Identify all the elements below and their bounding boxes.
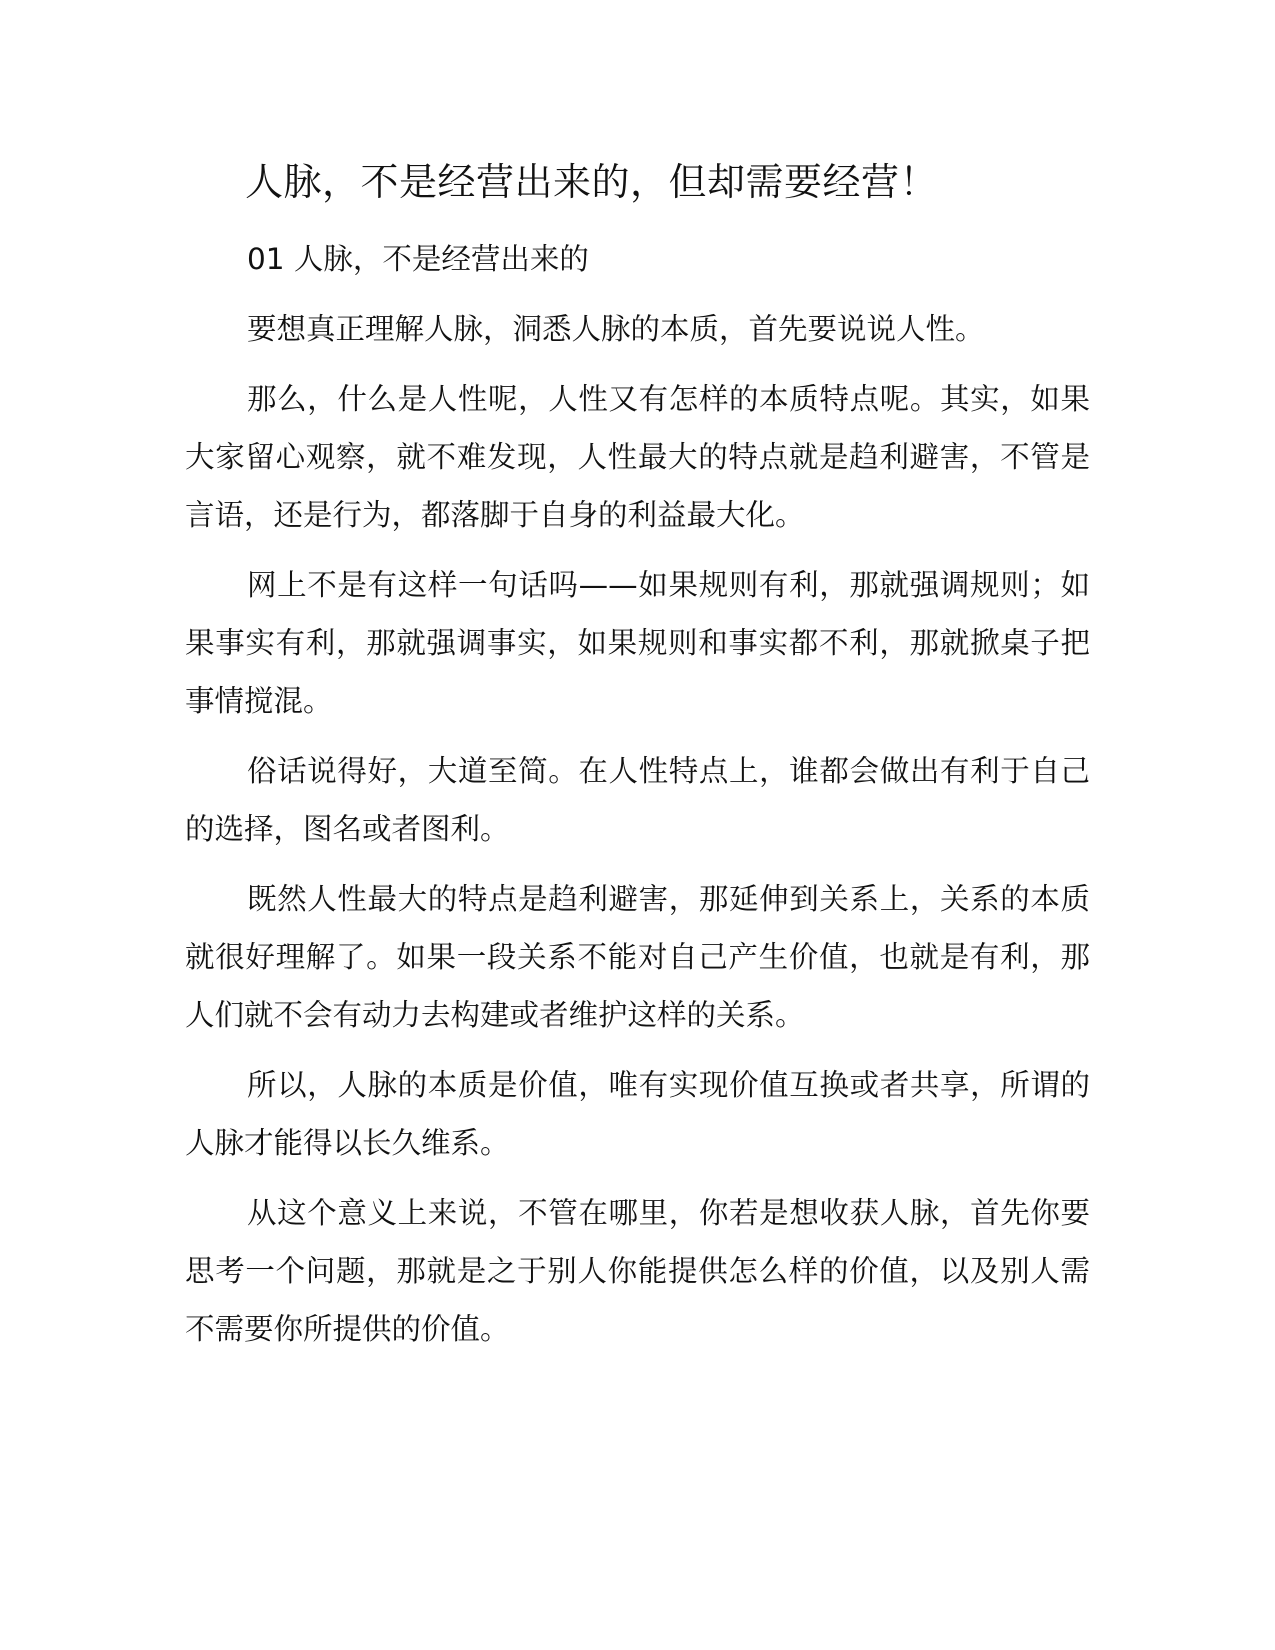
paragraph: 网上不是有这样一句话吗——如果规则有利，那就强调规则；如果事实有利，那就强调事实，如果规则和事实都不利，那就掀桌子把事情搅混。 bbox=[185, 568, 1090, 718]
document-body bbox=[185, 230, 1090, 1370]
paragraph: 那么，什么是人性呢，人性又有怎样的本质特点呢。其实，如果大家留心观察，就不难发现，人性最大的特点就是趋利避害，不管是言语，还是行为，都落脚于自身的利益最大化。 bbox=[185, 382, 1090, 532]
paragraph: 既然人性最大的特点是趋利避害，那延伸到关系上，关系的本质就很好理解了。如果一段关系不能对自己产生价值，也就是有利，那人们就不会有动力去构建或者维护这样的关系。 bbox=[185, 882, 1090, 1032]
paragraph: 所以，人脉的本质是价值，唯有实现价值互换或者共享，所谓的人脉才能得以长久维系。 bbox=[185, 1068, 1090, 1160]
document-title: 人脉，不是经营出来的，但却需要经营！ bbox=[245, 160, 939, 204]
paragraph: 俗话说得好，大道至简。在人性特点上，谁都会做出有利于自己的选择，图名或者图利。 bbox=[185, 754, 1090, 846]
paragraph: 从这个意义上来说，不管在哪里，你若是想收获人脉，首先你要思考一个问题，那就是之于别人你能提供怎么样的价值，以及别人需不需要你所提供的价值。 bbox=[185, 1196, 1090, 1346]
section-heading: 01 人脉，不是经营出来的 bbox=[246, 242, 589, 276]
paragraph: 要想真正理解人脉，洞悉人脉的本质，首先要说说人性。 bbox=[246, 312, 985, 346]
